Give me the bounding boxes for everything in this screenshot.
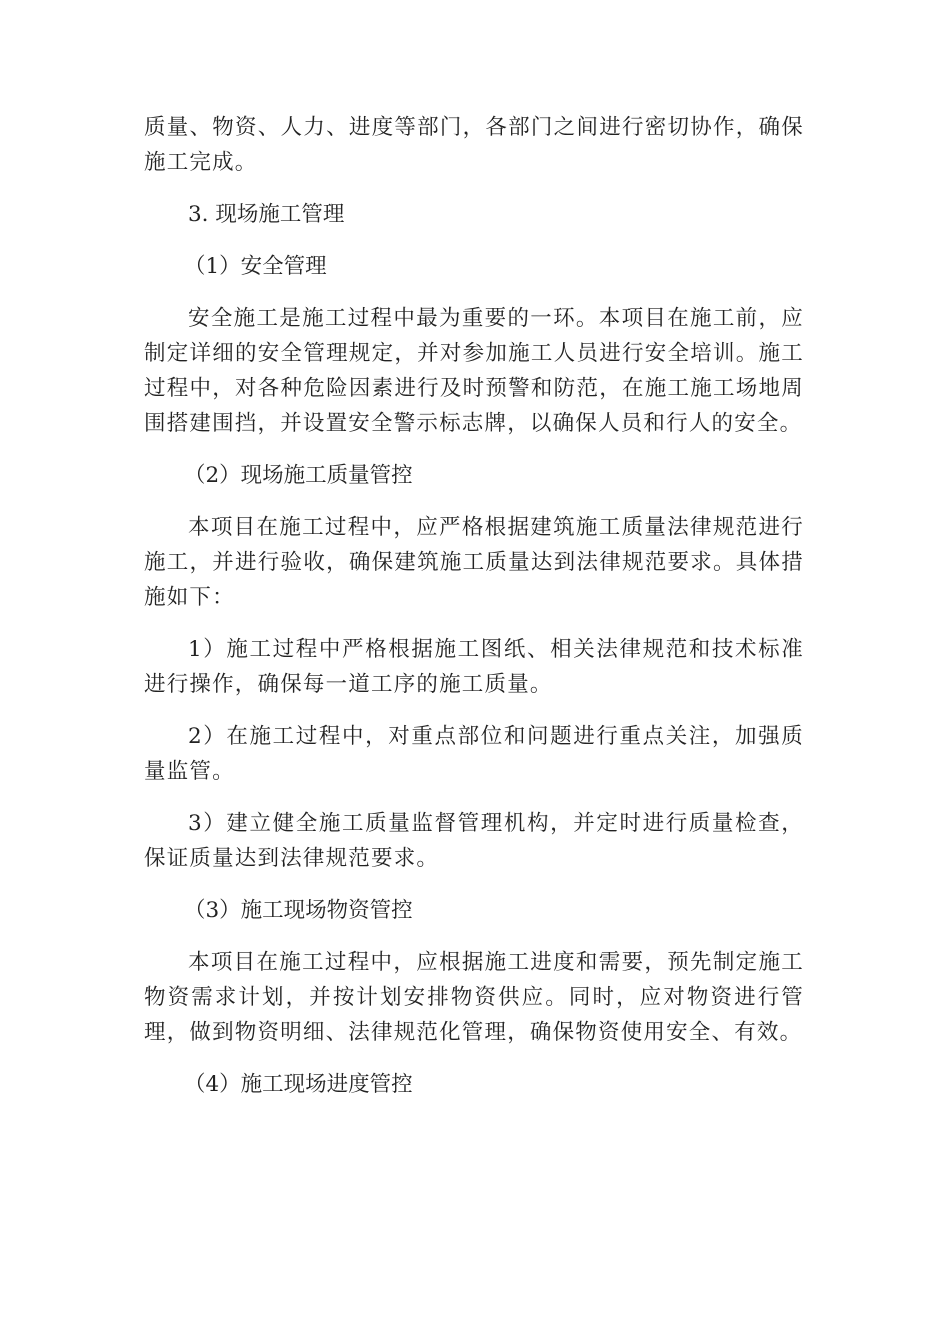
document-page [144, 110, 804, 1119]
paragraph-safety: 安全施工是施工过程中最为重要的一环。本项目在施工前，应制定详细的安全管理规定，并对参加施工人员进行安全培训。施工过程中，对各种危险因素进行及时预警和防范，在施工施工场地周围搭建围挡，并设置安全警示标志牌，以确保人员和行人的安全。 [144, 306, 804, 436]
list-item-quality-1: 1）施工过程中严格根据施工图纸、相关法律规范和技术标准进行操作，确保每一道工序的施工质量。 [144, 637, 804, 697]
list-item-quality-2: 2）在施工过程中，对重点部位和问题进行重点关注，加强质量监管。 [144, 724, 804, 784]
paragraph-continuation: 质量、物资、人力、进度等部门，各部门之间进行密切协作，确保施工完成。 [144, 115, 804, 175]
subsection-heading-safety: （1）安全管理 [184, 254, 327, 279]
subsection-heading-quality: （2）现场施工质量管控 [184, 463, 413, 488]
list-item-quality-3: 3）建立健全施工质量监督管理机构，并定时进行质量检查，保证质量达到法律规范要求。 [144, 811, 804, 871]
paragraph-quality-intro: 本项目在施工过程中，应严格根据建筑施工质量法律规范进行施工，并进行验收，确保建筑施工质量达到法律规范要求。具体措施如下： [144, 515, 804, 610]
section-heading-3: 3. 现场施工管理 [188, 202, 345, 227]
subsection-heading-progress: （4）施工现场进度管控 [184, 1072, 413, 1097]
paragraph-materials: 本项目在施工过程中，应根据施工进度和需要，预先制定施工物资需求计划，并按计划安排物资供应。同时，应对物资进行管理，做到物资明细、法律规范化管理，确保物资使用安全、有效。 [144, 950, 804, 1045]
subsection-heading-materials: （3）施工现场物资管控 [184, 898, 413, 923]
